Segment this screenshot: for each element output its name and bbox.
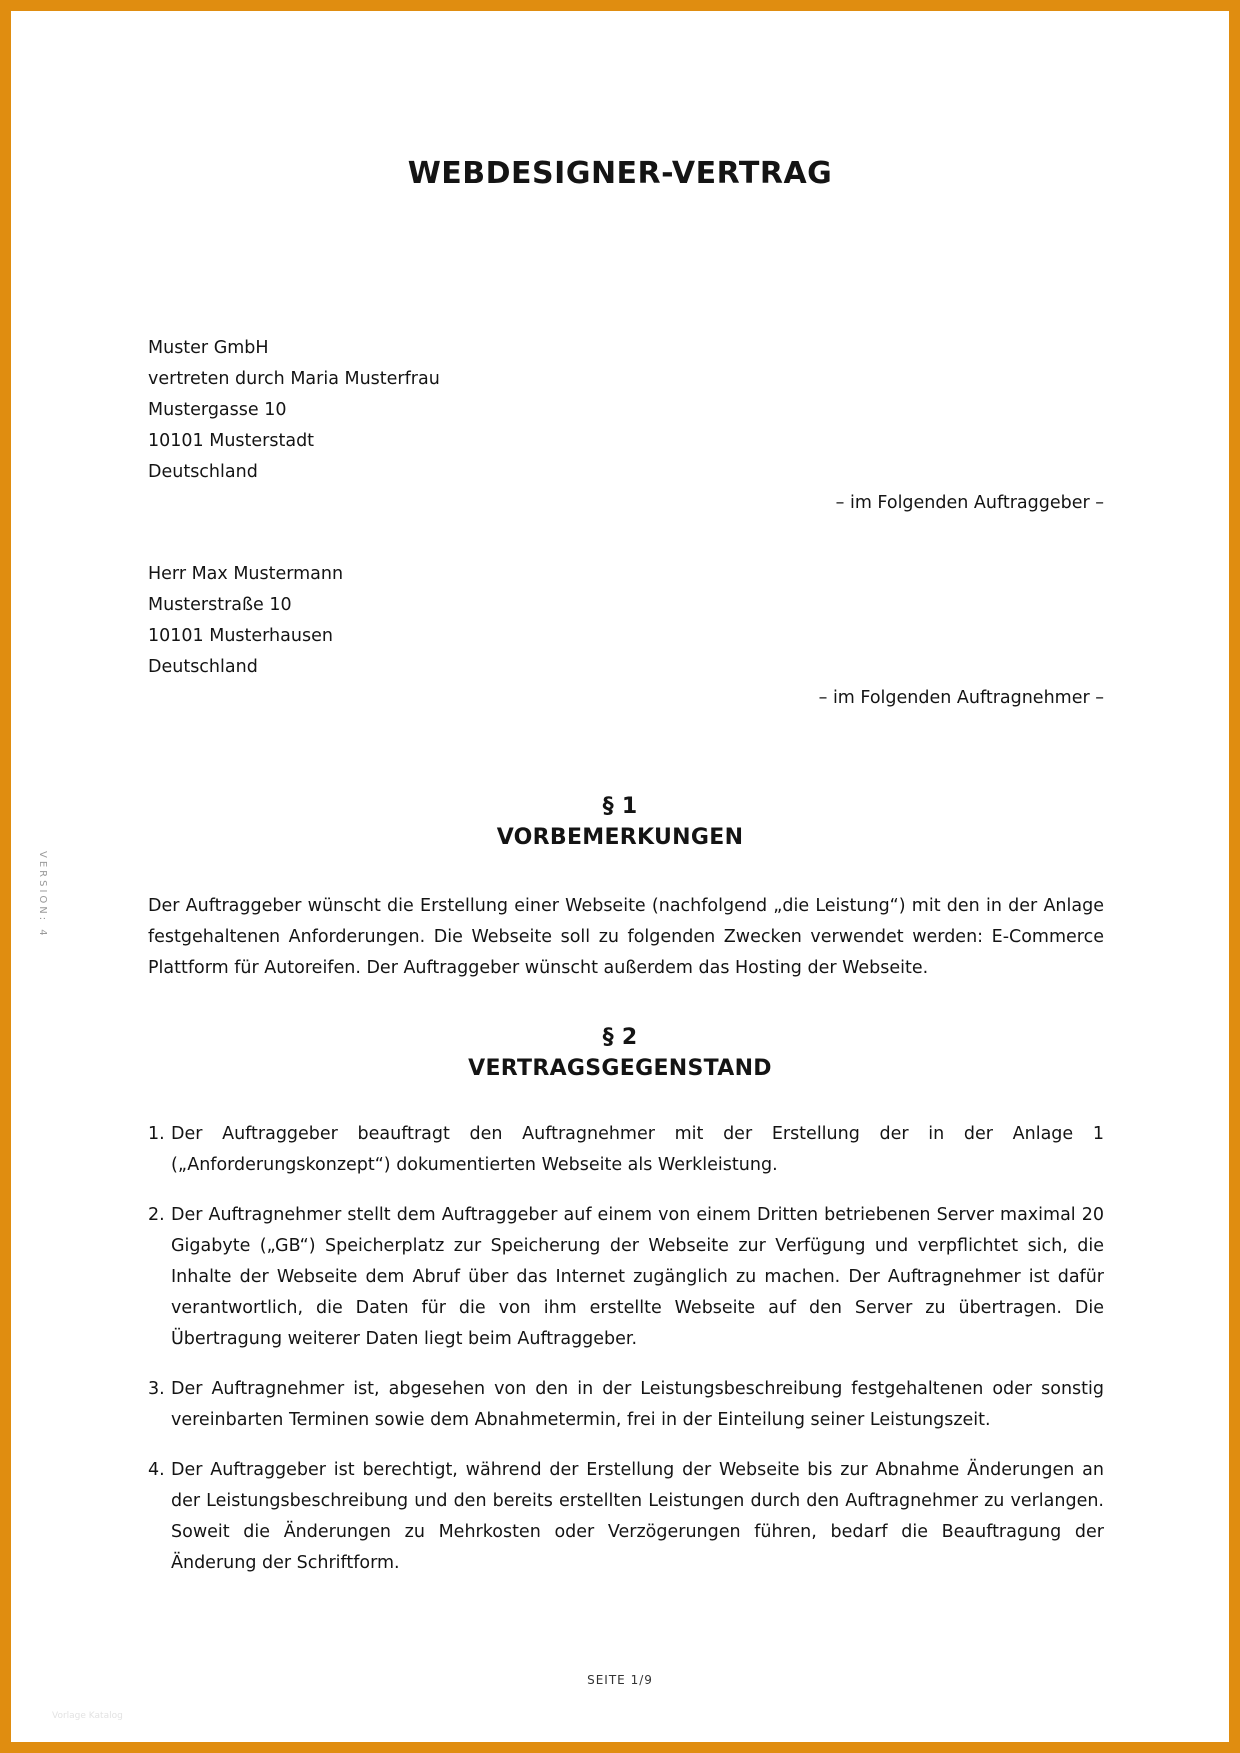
section-1-heading (11, 791, 1229, 853)
party-client-line: Mustergasse 10 (148, 400, 287, 420)
list-item-text: Der Auftragnehmer ist, abgesehen von den in der Leistungsbeschreibung festgehaltenen oder sonstig vereinbarten Terminen sowie dem Abnahmetermin, frei in der Einteilung seiner Leistungszeit. (171, 1379, 1104, 1430)
list-item-text: Der Auftraggeber beauftragt den Auftragnehmer mit der Erstellung der in der Anlage 1 („Anforderungskonzept“) dokumentierten Webseite als Werkleistung. (171, 1124, 1104, 1175)
party-contractor-line: Musterstraße 10 (148, 595, 292, 615)
list-item-number: 2. (148, 1205, 165, 1225)
party-client-line: Deutschland (148, 462, 258, 482)
section-2-list (148, 1119, 1104, 1598)
party-contractor-line: Herr Max Mustermann (148, 564, 344, 584)
document-title: WEBDESIGNER-VERTRAG (407, 156, 833, 191)
section-1-title: VORBEMERKUNGEN (496, 825, 744, 850)
list-item-number: 4. (148, 1460, 165, 1480)
party-contractor (148, 559, 1104, 714)
list-item-text: Der Auftraggeber ist berechtigt, während der Erstellung der Webseite bis zur Abnahme Änderungen an der Leistungsbeschreibung und den bereits erstellten Leistungen durch den Auftragnehmer zu verlangen. Soweit die Änderungen zu Mehrkosten oder Verzögerungen führen, bedarf die Beauftragung der Änderung der Schriftform. (171, 1460, 1104, 1573)
party-contractor-line: 10101 Musterhausen (148, 626, 333, 646)
version-label: VERSION: 4 (37, 851, 48, 939)
page-number: SEITE 1/9 (587, 1673, 653, 1687)
party-client-role: – im Folgenden Auftraggeber – (835, 493, 1104, 513)
list-item-number: 1. (148, 1124, 165, 1144)
document-page (11, 11, 1229, 1742)
party-client (148, 333, 1104, 519)
list-item (148, 1200, 1104, 1355)
party-client-line: 10101 Musterstadt (148, 431, 315, 451)
watermark: Vorlage Katalog (52, 1711, 123, 1721)
section-2-number: § 2 (602, 1025, 638, 1050)
list-item (148, 1374, 1104, 1436)
party-contractor-role: – im Folgenden Auftragnehmer – (818, 688, 1104, 708)
list-item-number: 3. (148, 1379, 165, 1399)
party-client-line: Muster GmbH (148, 338, 269, 358)
list-item-text: Der Auftragnehmer stellt dem Auftraggeber auf einem von einem Dritten betriebenen Server maximal 20 Gigabyte („GB“) Speicherplatz zur Speicherung der Webseite zur Verfügung und verpflichtet sich, die Inhalte der Webseite dem Abruf über das Internet zugänglich zu machen. Der Auftragnehmer ist dafür verantwortlich, die Daten für die von ihm erstellte Webseite auf den Server zu übertragen. Die Übertragung weiterer Daten liegt beim Auftraggeber. (171, 1205, 1104, 1349)
party-contractor-line: Deutschland (148, 657, 258, 677)
party-client-line: vertreten durch Maria Musterfrau (148, 369, 440, 389)
section-2-title: VERTRAGSGEGENSTAND (468, 1056, 772, 1081)
section-2-heading (11, 1022, 1229, 1084)
list-item (148, 1119, 1104, 1181)
section-1-number: § 1 (602, 794, 638, 819)
section-1-paragraph: Der Auftraggeber wünscht die Erstellung einer Webseite (nachfolgend „die Leistung“) mit den in der Anlage festgehaltenen Anforderungen. Die Webseite soll zu folgenden Zwecken verwendet werden: E-Commerce Plattform für Autoreifen. Der Auftraggeber wünscht außerdem das Hosting der Webseite. (148, 896, 1104, 978)
list-item (148, 1455, 1104, 1579)
